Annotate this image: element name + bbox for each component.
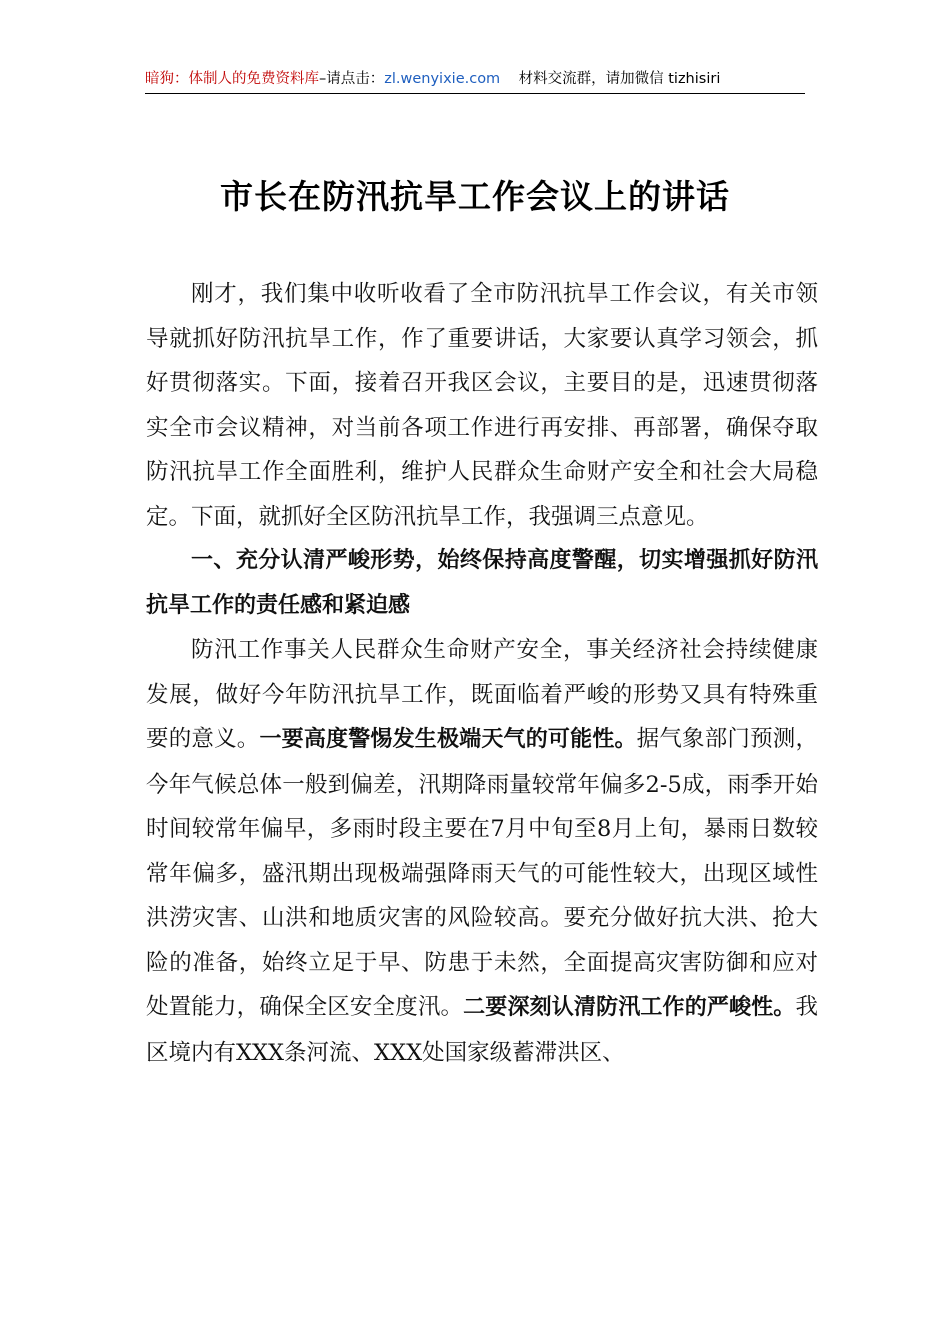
header-url-link[interactable]: zl.wenyixie.com [384, 71, 501, 87]
document-body [146, 272, 818, 1075]
header-site-label: 暗狗：体制人的免费资料库 [145, 71, 319, 87]
header-divider [145, 93, 805, 94]
header-group-text: 材料交流群，请加微信 tizhisiri [518, 71, 721, 87]
paragraph-situation-intro: 防汛工作事关人民群众生命财产安全，事关经济社会持续健康发展，做好今年防汛抗旱工作，既面临着严峻的形势又具有特殊重要的意义。 [146, 637, 818, 752]
paragraph-intro: 刚才，我们集中收听收看了全市防汛抗旱工作会议，有关市领导就抓好防汛抗旱工作，作了重要讲话，大家要认真学习领会，抓好贯彻落实。下面，接着召开我区会议，主要目的是，迅速贯彻落实全市会议精神，对当前各项工作进行再安排、再部署，确保夺取防汛抗旱工作全面胜利，维护人民群众生命财产安全和社会大局稳定。下面，就抓好全区防汛抗旱工作，我强调三点意见。 [146, 281, 818, 530]
header-click-label: –请点击： [319, 71, 385, 87]
emphasis-point-2: 二要深刻认清防汛工作的严峻性。 [463, 995, 796, 1020]
emphasis-point-1: 一要高度警惕发生极端天气的可能性。 [259, 727, 637, 752]
paragraph-situation-text-1: 据气象部门预测，今年气候总体一般到偏差，汛期降雨量较常年偏多2-5成，雨季开始时间较常年偏早，多雨时段主要在7月中旬至8月上旬，暴雨日数较常年偏多，盛汛期出现极端强降雨天气的可能性较大，出现区域性洪涝灾害、山洪和地质灾害的风险较高。要充分做好抗大洪、抢大险的准备，始终立足于早、防患于未然，全面提高灾害防御和应对处置能力，确保全区安全度汛。 [146, 726, 818, 1020]
document-title: 市长在防汛抗旱工作会议上的讲话 [220, 177, 730, 216]
page-header [145, 68, 805, 90]
paragraph-situation [146, 628, 818, 1075]
section-heading-1: 一、充分认清严峻形势，始终保持高度警醒，切实增强抓好防汛抗旱工作的责任感和紧迫感 [146, 548, 818, 618]
paragraph-situation-text-2: 我区境内有XXX条河流、XXX处国家级蓄滞洪区、 [146, 994, 818, 1066]
